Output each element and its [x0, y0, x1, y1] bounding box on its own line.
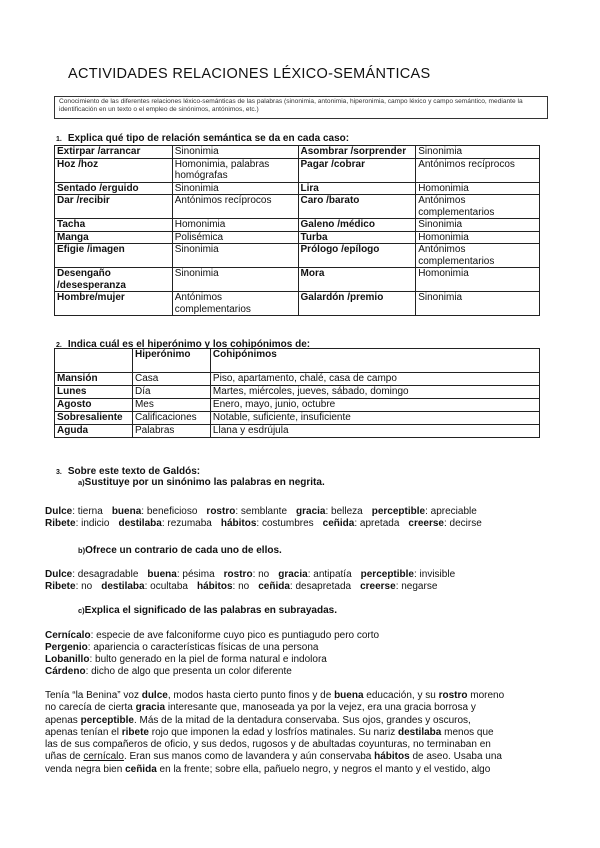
passage-keyword: perceptible	[80, 714, 134, 726]
definition-item	[45, 642, 379, 654]
relation-cell: Polisémica	[172, 231, 298, 244]
passage-text: , modos hasta cierto punto finos y de	[167, 690, 335, 701]
table-row	[55, 219, 540, 232]
sub-b-letter: b)	[78, 546, 86, 555]
passage-text: uñas de	[45, 751, 84, 763]
answer-item	[147, 569, 214, 580]
word-pair-cell: Desengaño /desesperanza	[55, 268, 173, 292]
definition-term: Lobanillo	[45, 654, 90, 665]
definition-text: : apariencia o características físicas de una persona	[87, 642, 319, 653]
relation-cell: Antónimos complementarios	[172, 292, 298, 316]
definition-text: : dicho de algo que presenta un color diferente	[85, 666, 292, 677]
answer-item	[360, 581, 437, 592]
table-row	[55, 182, 540, 195]
passage-keyword: rostro	[438, 690, 468, 701]
answer-value: : apreciable	[425, 506, 477, 517]
word-pair-cell: Pagar /cobrar	[298, 158, 416, 182]
word-pair-cell: Hoz /hoz	[55, 158, 173, 182]
answer-value: : no	[75, 581, 93, 592]
sub-a-text: Sustituye por un sinónimo las palabras en negrita.	[84, 477, 325, 488]
passage-text: venda negra bien	[45, 763, 126, 775]
term-cell: Aguda	[55, 425, 133, 438]
passage-text: . Más de la mitad de la dentadura conservaba. Sus ojos, grandes y oscuros,	[133, 714, 471, 726]
word-pair-cell: Tacha	[55, 219, 173, 232]
relation-cell: Sinonimia	[416, 219, 540, 232]
word-pair-cell: Dar /recibir	[55, 195, 173, 219]
question-1-number: 1.	[56, 136, 62, 143]
passage-text: rojo que imponen la edad y losfríos matinales. Su nariz	[148, 726, 398, 738]
term-cell: Sobresaliente	[55, 412, 133, 425]
passage-text: moreno	[467, 690, 505, 701]
antonyms-line-1	[45, 569, 455, 581]
definition-item	[45, 654, 379, 666]
relation-cell: Homonimia	[416, 268, 540, 292]
table-row	[55, 399, 540, 412]
passage-keyword: buena	[334, 690, 364, 701]
answer-term: creerse	[360, 581, 396, 592]
table-row	[55, 268, 540, 292]
word-pair-cell: Extirpar /arrancar	[55, 146, 173, 159]
answer-term: creerse	[408, 518, 444, 529]
passage-text: las de sus compañeros de oficio, y sus dedos, rugosos y de abultadas coyunturas, no terminaban en	[45, 739, 491, 751]
table-row	[55, 373, 540, 386]
answer-item	[45, 569, 138, 580]
answer-item	[296, 506, 363, 517]
answer-value: : tierna	[72, 506, 103, 517]
question-1-heading	[56, 133, 349, 144]
answer-item	[372, 506, 477, 517]
relation-cell: Sinonimia	[172, 146, 298, 159]
answer-term: buena	[111, 506, 142, 517]
relation-cell: Antónimos recíprocos	[172, 195, 298, 219]
definition-item	[45, 630, 379, 642]
passage-text: educación, y su	[363, 690, 439, 701]
cohyponyms-cell: Notable, suficiente, insuficiente	[210, 412, 539, 425]
table-row	[55, 412, 540, 425]
answer-value: : beneficioso	[141, 506, 198, 517]
answer-term: ceñida	[258, 581, 290, 592]
table-row	[55, 425, 540, 438]
passage-keyword: gracia	[135, 702, 166, 714]
passage-text: Tenía “la Benina” voz	[45, 690, 142, 701]
passage-keyword: cernícalo	[83, 751, 124, 763]
definition-text: : bulto generado en la piel de forma natural e indolora	[89, 654, 327, 665]
answer-term: destilaba	[101, 581, 145, 592]
synonyms-line-1	[45, 506, 477, 518]
table-row	[55, 146, 540, 159]
answer-value: : ocultaba	[144, 581, 188, 592]
answer-value: : costumbres	[256, 518, 314, 529]
sub-c-text: Explica el significado de las palabras en subrayadas.	[84, 605, 338, 616]
answer-value: : desapretada	[289, 581, 352, 592]
table-row	[55, 158, 540, 182]
answer-item	[361, 569, 456, 580]
passage-line	[45, 702, 555, 714]
answer-item	[278, 569, 351, 580]
passage-line	[45, 690, 555, 702]
passage-text: . Eran sus manos como de lavandera y aún conservaba	[123, 751, 375, 763]
relation-cell: Sinonimia	[172, 268, 298, 292]
sub-c-heading	[78, 605, 337, 616]
definition-text: : especie de ave falconiforme cuyo pico es puntiagudo pero corto	[90, 630, 380, 641]
answer-term: Ribete	[45, 581, 76, 592]
answer-item	[45, 506, 103, 517]
passage-line	[45, 751, 555, 763]
hyperonym-cell: Calificaciones	[132, 412, 210, 425]
question-3-number: 3.	[56, 469, 62, 476]
answer-term: Dulce	[45, 506, 73, 517]
answer-term: ceñida	[322, 518, 355, 529]
sub-b-heading	[78, 545, 282, 556]
relations-table	[54, 145, 540, 316]
relation-cell: Antónimos recíprocos	[416, 158, 540, 182]
answer-value: : negarse	[395, 581, 438, 592]
hyperonym-cell: Casa	[132, 373, 210, 386]
passage-text: menos que	[441, 726, 494, 738]
answer-term: Dulce	[45, 569, 73, 580]
answer-term: gracia	[278, 569, 308, 580]
hyperonym-cell: Mes	[132, 399, 210, 412]
passage-text: de aseo. Usaba una	[409, 751, 502, 763]
cohyponyms-cell: Enero, mayo, junio, octubre	[210, 399, 539, 412]
answer-term: hábitos	[220, 518, 257, 529]
passage-text: apenas tenían el	[45, 726, 122, 738]
header-cohyponyms: Cohipónimos	[210, 349, 539, 373]
page-title: ACTIVIDADES RELACIONES LÉXICO-SEMÁNTICAS	[68, 66, 431, 82]
cohyponyms-cell: Llana y esdrújula	[210, 425, 539, 438]
definition-item	[45, 666, 379, 678]
answer-term: gracia	[296, 506, 326, 517]
answer-item	[45, 518, 109, 529]
question-3-heading	[56, 466, 200, 477]
answer-item	[221, 518, 314, 529]
relation-cell: Homonimia, palabras homógrafas	[172, 158, 298, 182]
answer-value: : pésima	[176, 569, 215, 580]
word-pair-cell: Manga	[55, 231, 173, 244]
answer-item	[258, 581, 351, 592]
word-pair-cell: Asombrar /sorprender	[298, 146, 416, 159]
answer-term: buena	[147, 569, 177, 580]
answer-term: rostro	[223, 569, 253, 580]
table-row	[55, 386, 540, 399]
definition-term: Cernícalo	[45, 630, 91, 641]
word-pair-cell: Turba	[298, 231, 416, 244]
answer-item	[323, 518, 400, 529]
cohyponyms-cell: Piso, apartamento, chalé, casa de campo	[210, 373, 539, 386]
word-pair-cell: Mora	[298, 268, 416, 292]
sub-b-text: Ofrece un contrario de cada uno de ellos.	[85, 545, 282, 556]
passage-keyword: dulce	[141, 690, 168, 701]
passage-line	[45, 764, 555, 776]
passage-line	[45, 739, 555, 751]
table-row	[55, 292, 540, 316]
answer-value: : desagradable	[72, 569, 139, 580]
passage-line	[45, 715, 555, 727]
answer-value: : apretada	[354, 518, 400, 529]
answer-item	[206, 506, 287, 517]
antonyms-line-2	[45, 581, 437, 593]
answer-term: rostro	[206, 506, 236, 517]
answer-term: destilaba	[118, 518, 162, 529]
answer-value: : rezumaba	[161, 518, 212, 529]
answer-term: Ribete	[45, 518, 76, 529]
sub-c-letter: c)	[78, 606, 85, 615]
galdos-passage	[45, 690, 555, 776]
table-row	[55, 195, 540, 219]
relation-cell: Antónimos complementarios	[416, 244, 540, 268]
passage-line	[45, 727, 555, 739]
definition-term: Cárdeno	[45, 666, 86, 677]
question-2-number: 2.	[56, 342, 62, 349]
answer-value: : belleza	[325, 506, 363, 517]
sub-a-letter: a)	[78, 478, 85, 487]
relation-cell: Sinonimia	[416, 146, 540, 159]
answer-item	[197, 581, 249, 592]
answer-item	[101, 581, 188, 592]
answer-item	[112, 506, 198, 517]
passage-keyword: destilaba	[398, 726, 442, 738]
intro-box: Conocimiento de las diferentes relaciones léxico-semánticas de las palabras (sinonimia, antonimia, hiperonimia, campo léxico y campo semántico, mediante la identificación en un texto o el empleo de sinónimos, antónimos, etc.)	[54, 96, 548, 119]
definitions-list	[45, 630, 379, 678]
relation-cell: Sinonimia	[416, 292, 540, 316]
answer-term: perceptible	[360, 569, 414, 580]
synonyms-line-2	[45, 518, 482, 530]
term-cell: Mansión	[55, 373, 133, 386]
answer-item	[408, 518, 481, 529]
relation-cell: Homonimia	[172, 219, 298, 232]
table-row	[55, 231, 540, 244]
relation-cell: Sinonimia	[172, 244, 298, 268]
answer-value: : no	[232, 581, 250, 592]
question-3-text: Sobre este texto de Galdós:	[67, 466, 201, 477]
passage-keyword: hábitos	[374, 751, 410, 763]
answer-item	[45, 581, 92, 592]
relation-cell: Sinonimia	[172, 182, 298, 195]
word-pair-cell: Caro /barato	[298, 195, 416, 219]
hyperonym-cell: Día	[132, 386, 210, 399]
table-row	[55, 244, 540, 268]
header-blank	[55, 349, 133, 373]
answer-value: : indicio	[75, 518, 110, 529]
question-1-text: Explica qué tipo de relación semántica se da en cada caso:	[67, 133, 350, 144]
passage-keyword: ceñida	[125, 763, 157, 775]
passage-text: no carecía de cierta	[45, 702, 136, 714]
term-cell: Lunes	[55, 386, 133, 399]
hyperonym-cell: Palabras	[132, 425, 210, 438]
answer-value: : antipatía	[307, 569, 352, 580]
answer-term: hábitos	[196, 581, 233, 592]
passage-keyword: ribete	[121, 726, 149, 738]
passage-text: interesante que, manoseada ya por la vejez, era una gracia borrosa y	[165, 702, 476, 714]
word-pair-cell: Lira	[298, 182, 416, 195]
answer-item	[118, 518, 211, 529]
hyperonym-table	[54, 348, 540, 438]
passage-text: apenas	[45, 714, 81, 726]
word-pair-cell: Efigie /imagen	[55, 244, 173, 268]
cohyponyms-cell: Martes, miércoles, jueves, sábado, domingo	[210, 386, 539, 399]
question-2-text: Indica cuál es el hiperónimo y los cohipónimos de:	[67, 339, 311, 350]
word-pair-cell: Hombre/mujer	[55, 292, 173, 316]
word-pair-cell: Prólogo /epílogo	[298, 244, 416, 268]
word-pair-cell: Galeno /médico	[298, 219, 416, 232]
sub-a-heading	[78, 477, 325, 488]
answer-value: : invisible	[414, 569, 456, 580]
passage-text: en la frente; sobre ella, pañuelo negro, y negros el manto y el vestido, algo	[156, 763, 491, 775]
relation-cell: Homonimia	[416, 182, 540, 195]
relation-cell: Antónimos complementarios	[416, 195, 540, 219]
answer-item	[224, 569, 270, 580]
word-pair-cell: Sentado /erguido	[55, 182, 173, 195]
word-pair-cell: Galardón /premio	[298, 292, 416, 316]
answer-value: : no	[252, 569, 270, 580]
answer-value: : semblante	[235, 506, 288, 517]
relation-cell: Homonimia	[416, 231, 540, 244]
answer-term: perceptible	[371, 506, 426, 517]
term-cell: Agosto	[55, 399, 133, 412]
answer-value: : decirse	[444, 518, 482, 529]
definition-term: Pergenio	[45, 642, 88, 653]
header-hyperonym: Hiperónimo	[132, 349, 210, 373]
